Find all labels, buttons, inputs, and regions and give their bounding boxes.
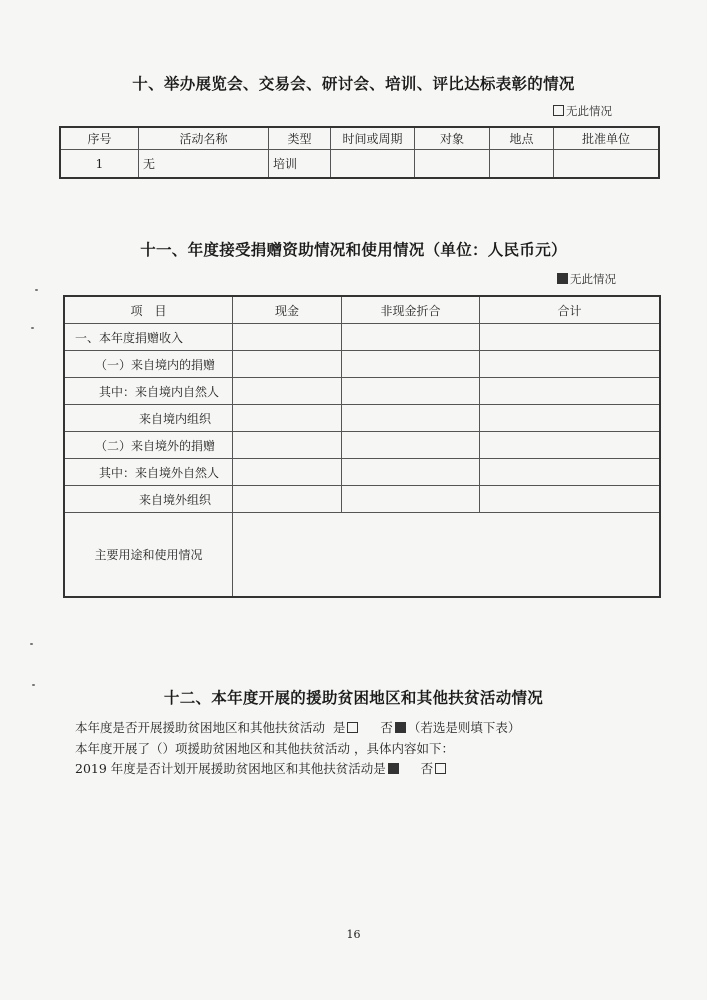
usage-row — [65, 513, 660, 597]
activities-table — [60, 127, 659, 178]
section-11-no-case-checkbox[interactable] — [557, 273, 568, 284]
activity-name: 无 — [139, 150, 269, 178]
donations-header-cell: 非现金折合 — [342, 297, 480, 324]
table-row — [65, 378, 660, 405]
table-row — [65, 486, 660, 513]
total-cell[interactable] — [480, 432, 660, 459]
total-cell[interactable] — [480, 405, 660, 432]
donations-header-cell: 项 目 — [65, 297, 233, 324]
total-cell[interactable] — [480, 351, 660, 378]
activity-type: 培训 — [269, 150, 331, 178]
cash-cell[interactable] — [233, 459, 342, 486]
cash-cell[interactable] — [233, 324, 342, 351]
activities-header-cell: 对象 — [415, 128, 490, 150]
table-row — [65, 324, 660, 351]
table-row — [65, 432, 660, 459]
activity-approver — [554, 150, 659, 178]
total-cell[interactable] — [480, 486, 660, 513]
plan-question-text: 2019 年度是否计划开展援助贫困地区和其他扶贫活动是 — [75, 761, 386, 776]
no-option-label: 否 — [380, 720, 393, 735]
plan-no-checkbox[interactable] — [435, 763, 446, 774]
donation-row-label: 其中：来自境外自然人 — [65, 459, 233, 486]
section-10-title: 十、举办展览会、交易会、研讨会、培训、评比达标表彰的情况 — [132, 75, 575, 93]
donations-header-cell: 合计 — [480, 297, 660, 324]
activities-header-cell: 序号 — [61, 128, 139, 150]
section-10-no-case-label: 无此情况 — [566, 104, 612, 118]
plan-yes-checkbox[interactable] — [388, 763, 399, 774]
total-cell[interactable] — [480, 324, 660, 351]
non-cash-cell[interactable] — [342, 486, 480, 513]
activities-header-cell: 地点 — [490, 128, 554, 150]
no-checkbox[interactable] — [395, 722, 406, 733]
section-10-no-case-checkbox[interactable] — [553, 105, 564, 116]
activity-target — [415, 150, 490, 178]
activity-period — [331, 150, 415, 178]
non-cash-cell[interactable] — [342, 351, 480, 378]
donation-row-label: 一、本年度捐赠收入 — [65, 324, 233, 351]
cash-cell[interactable] — [233, 351, 342, 378]
plan-no-label: 否 — [420, 761, 434, 776]
total-cell[interactable] — [480, 459, 660, 486]
poverty-activity-question — [75, 718, 520, 736]
donation-row-label: （一）来自境内的捐赠 — [65, 351, 233, 378]
scan-speck — [31, 327, 34, 329]
cash-cell[interactable] — [233, 378, 342, 405]
scan-speck — [35, 289, 38, 291]
donations-table — [64, 296, 660, 597]
non-cash-cell[interactable] — [342, 459, 480, 486]
activities-header-cell: 活动名称 — [139, 128, 269, 150]
table-row — [61, 150, 659, 178]
donation-row-label: 其中：来自境内自然人 — [65, 378, 233, 405]
donation-row-label: （二）来自境外的捐赠 — [65, 432, 233, 459]
section-11-title: 十一、年度接受捐赠资助情况和使用情况（单位：人民币元） — [140, 241, 567, 259]
section-10-no-case[interactable] — [551, 103, 612, 119]
donations-header-row — [65, 297, 660, 324]
scan-speck — [32, 684, 35, 686]
page-number: 16 — [346, 928, 361, 941]
activities-header-cell: 类型 — [269, 128, 331, 150]
donation-row-label: 来自境内组织 — [65, 405, 233, 432]
activities-header-cell: 批准单位 — [554, 128, 659, 150]
activity-seq: 1 — [61, 150, 139, 178]
non-cash-cell[interactable] — [342, 405, 480, 432]
table-row — [65, 405, 660, 432]
non-cash-cell[interactable] — [342, 324, 480, 351]
cash-cell[interactable] — [233, 432, 342, 459]
fill-table-note: （若选是则填下表） — [407, 720, 521, 735]
total-cell[interactable] — [480, 378, 660, 405]
poverty-question-text: 本年度是否开展援助贫困地区和其他扶贫活动 — [75, 720, 326, 735]
section-12-title: 十二、本年度开展的援助贫困地区和其他扶贫活动情况 — [163, 689, 544, 707]
activities-header-row — [61, 128, 659, 150]
section-11-no-case[interactable] — [555, 271, 616, 287]
poverty-activity-count: 本年度开展了（）项援助贫困地区和其他扶贫活动 ，具体内容如下： — [75, 741, 454, 756]
usage-label: 主要用途和使用情况 — [65, 513, 233, 597]
scan-speck — [30, 643, 33, 645]
activities-header-cell: 时间或周期 — [331, 128, 415, 150]
non-cash-cell[interactable] — [342, 432, 480, 459]
section-11-no-case-label: 无此情况 — [570, 272, 616, 286]
usage-description-cell[interactable] — [233, 513, 660, 597]
cash-cell[interactable] — [233, 486, 342, 513]
poverty-plan-question — [75, 759, 448, 777]
yes-option-label: 是 — [332, 720, 346, 735]
table-row — [65, 351, 660, 378]
donations-header-cell: 现金 — [233, 297, 342, 324]
activity-location — [490, 150, 554, 178]
donation-row-label: 来自境外组织 — [65, 486, 233, 513]
table-row — [65, 459, 660, 486]
non-cash-cell[interactable] — [342, 378, 480, 405]
cash-cell[interactable] — [233, 405, 342, 432]
yes-checkbox[interactable] — [347, 722, 358, 733]
